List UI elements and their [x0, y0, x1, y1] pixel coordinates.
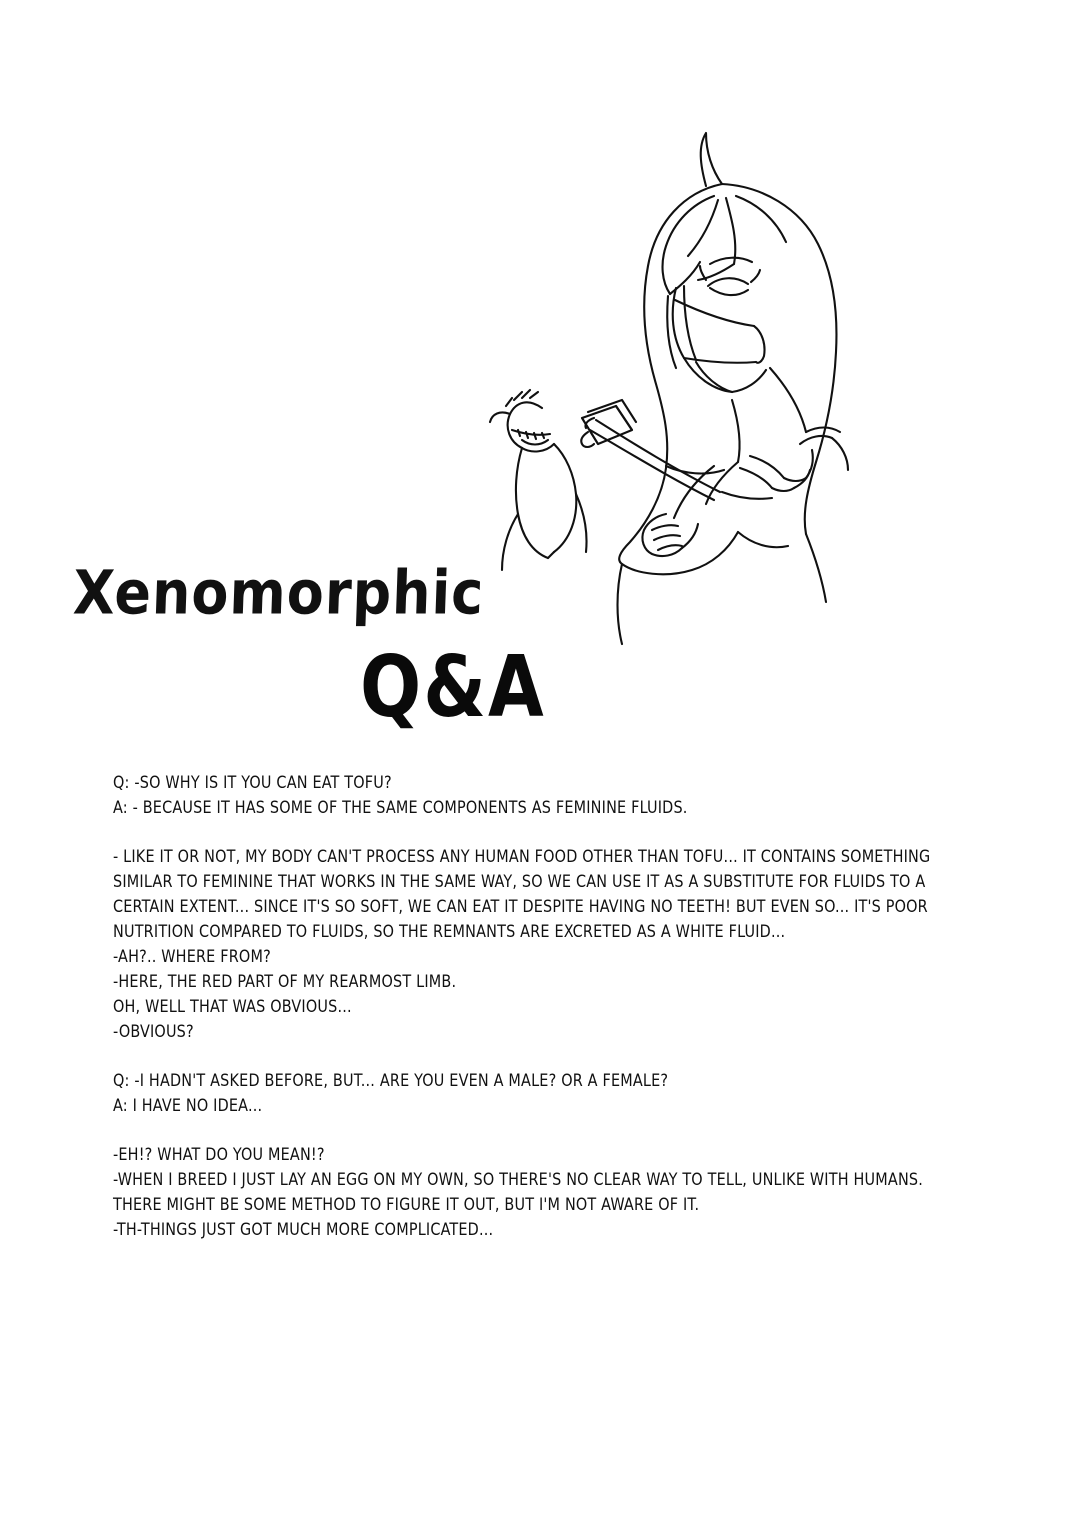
qa-line: -OBVIOUS? — [113, 1022, 194, 1041]
qa-line: -WHEN I BREED I JUST LAY AN EGG ON MY OWN, SO THERE'S NO CLEAR WAY TO TELL, UNLIKE WITH HUMANS. THERE MIGHT BE SOME METHOD TO FIGURE IT OUT, BUT I'M NOT AWARE OF IT. — [113, 1170, 924, 1214]
qa-body — [113, 770, 933, 1242]
qa-line: Q: -SO WHY IS IT YOU CAN EAT TOFU? — [113, 773, 392, 792]
page-subtitle: Q&A — [360, 636, 546, 736]
qa-line: -HERE, THE RED PART OF MY REARMOST LIMB. — [113, 972, 457, 991]
qa-block — [113, 1142, 933, 1242]
qa-line: - LIKE IT OR NOT, MY BODY CAN'T PROCESS ANY HUMAN FOOD OTHER THAN TOFU... IT CONTAINS SOMETHING SIMILAR TO FEMININE THAT WORKS IN THE SAME WAY, SO WE CAN USE IT AS A SUBSTITUTE FOR FLUIDS TO A CERTAIN EXTENT... SINCE IT'S SO SOFT, WE CAN EAT IT DESPITE HAVING NO TEETH! BUT EVEN SO... IT'S POOR NUTRITION COMPARED TO FLUIDS, SO THE REMNANTS ARE EXCRETED AS A WHITE FLUID... — [113, 847, 931, 941]
qa-line: Q: -I HADN'T ASKED BEFORE, BUT... ARE YOU EVEN A MALE? OR A FEMALE? — [113, 1071, 669, 1090]
page-title: Xenomorphic — [72, 557, 486, 628]
qa-line: OH, WELL THAT WAS OBVIOUS... — [113, 997, 352, 1016]
qa-block — [113, 844, 933, 1044]
qa-line: A: - BECAUSE IT HAS SOME OF THE SAME COMPONENTS AS FEMININE FLUIDS. — [113, 798, 688, 817]
illustration-line-art — [470, 100, 990, 660]
qa-line: -TH-THINGS JUST GOT MUCH MORE COMPLICATED... — [113, 1220, 494, 1239]
qa-line: -EH!? WHAT DO YOU MEAN!? — [113, 1145, 325, 1164]
qa-block — [113, 770, 933, 820]
qa-block — [113, 1068, 933, 1118]
qa-line: A: I HAVE NO IDEA... — [113, 1096, 263, 1115]
qa-line: -AH?.. WHERE FROM? — [113, 947, 271, 966]
